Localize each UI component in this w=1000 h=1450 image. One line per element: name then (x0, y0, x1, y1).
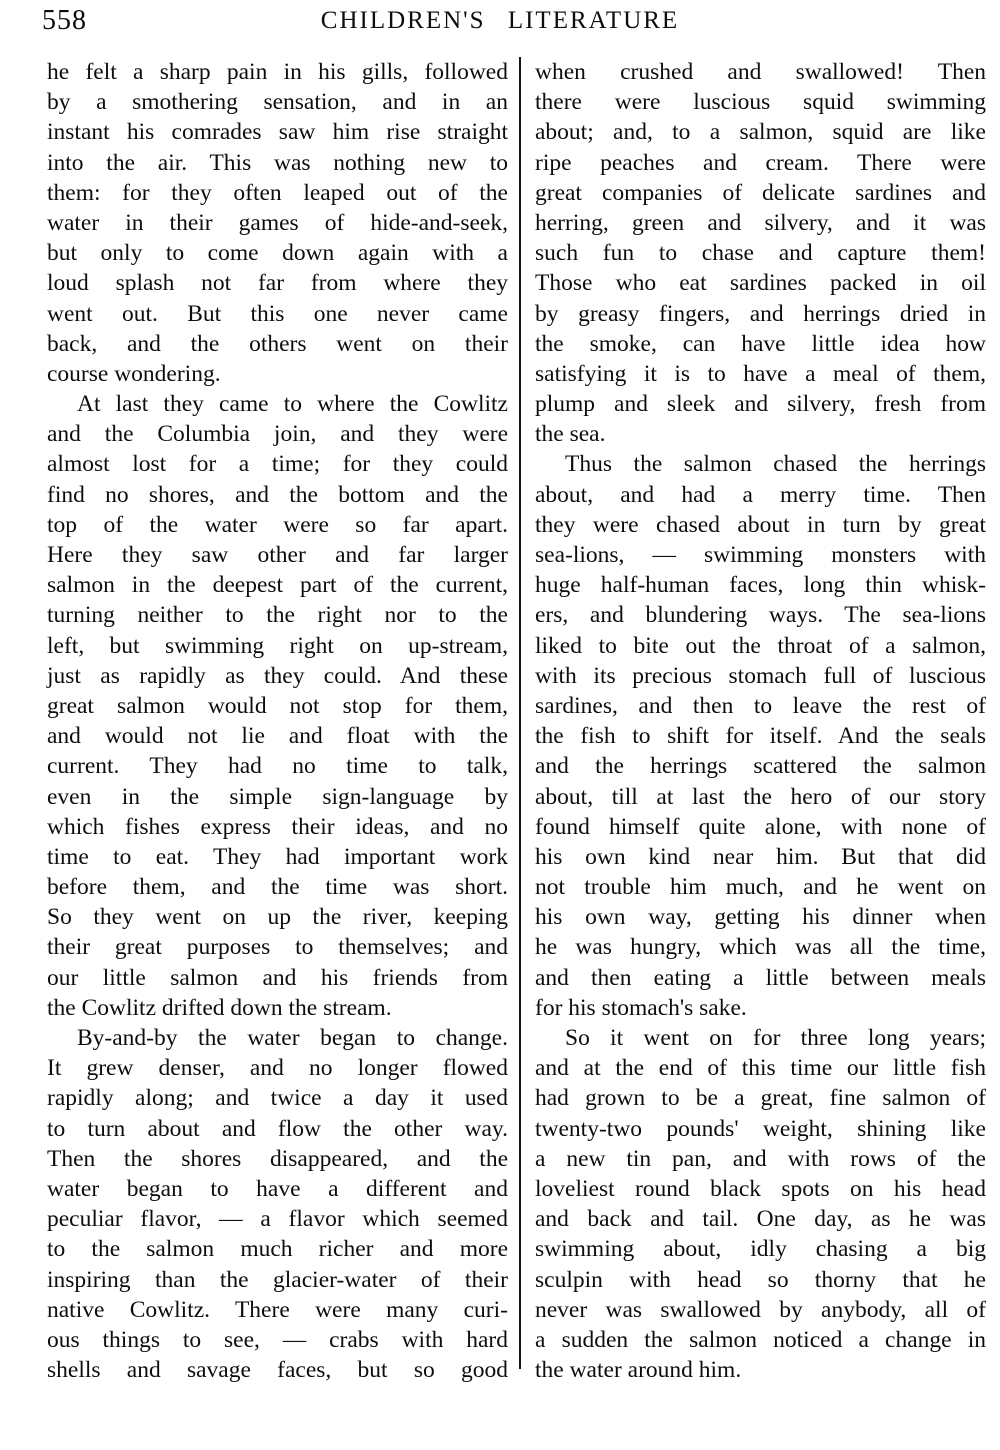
text-line: even in the simple sign-language by (47, 783, 508, 810)
text-line: he was hungry, which was all the time, (535, 934, 986, 961)
text-line: find no shores, and the bottom and the (47, 481, 508, 508)
text-line: the smoke, can have little idea how (535, 330, 986, 357)
text-line: twenty-two pounds' weight, shining like (535, 1115, 986, 1142)
text-line: never was swallowed by anybody, all of (535, 1296, 986, 1323)
text-line: his own way, getting his dinner when (535, 904, 986, 931)
text-line: about; and, to a salmon, squid are like (535, 119, 986, 146)
text-line: by greasy fingers, and herrings dried in (535, 300, 986, 327)
text-column-right (535, 57, 986, 1385)
text-line: the Cowlitz drifted down the stream. (47, 994, 392, 1021)
text-line: the water around him. (535, 1357, 742, 1384)
text-line: to the salmon much richer and more (47, 1236, 508, 1263)
text-line: Here they saw other and far larger (47, 542, 508, 568)
text-line: shells and savage faces, but so good (47, 1357, 508, 1384)
text-line: their great purposes to themselves; and (47, 934, 508, 961)
text-line: water in their games of hide-and-seek, (47, 209, 508, 236)
text-line: and would not lie and float with the (47, 723, 508, 750)
text-line: Those who eat sardines packed in oil (535, 270, 986, 297)
text-line: satisfying it is to have a meal of them, (535, 360, 986, 387)
text-line: loud splash not far from where they (47, 270, 508, 297)
text-line: to turn about and flow the other way. (47, 1115, 508, 1142)
text-line: loveliest round black spots on his head (535, 1175, 986, 1202)
text-line: It grew denser, and no longer flowed (47, 1055, 508, 1082)
text-line: ous things to see, — crabs with hard (47, 1326, 508, 1353)
text-line: So it went on for three long years; (565, 1025, 986, 1051)
text-line: by a smothering sensation, and in an (47, 89, 508, 116)
text-line: back, and the others went on their (47, 330, 508, 357)
text-line: not trouble him much, and he went on (535, 874, 986, 901)
text-line: So they went on up the river, keeping (47, 904, 508, 931)
text-line: course wondering. (47, 360, 221, 387)
text-line: into the air. This was nothing new to (47, 149, 508, 176)
text-line: his own kind near him. But that did (535, 843, 986, 870)
text-column-left (47, 57, 508, 1385)
text-line: native Cowlitz. There were many curi- (47, 1296, 508, 1323)
text-line: our little salmon and his friends from (47, 964, 508, 991)
text-line: found himself quite alone, with none of (535, 813, 986, 840)
text-line: just as rapidly as they could. And these (47, 662, 508, 689)
text-line: instant his comrades saw him rise straight (47, 119, 508, 146)
text-line: turning neither to the right nor to the (47, 602, 508, 629)
text-line: about, till at last the hero of our story (535, 783, 986, 810)
text-line: sardines, and then to leave the rest of (535, 692, 986, 719)
text-line: the fish to shift for itself. And the seals (535, 723, 986, 750)
text-line: such fun to chase and capture them! (535, 240, 986, 267)
text-line: time to eat. They had important work (47, 843, 508, 870)
text-line: great salmon would not stop for them, (47, 692, 508, 719)
text-line: Thus the salmon chased the herrings (565, 451, 986, 478)
text-line: By-and-by the water began to change. (77, 1025, 508, 1051)
text-line: there were luscious squid swimming (535, 89, 986, 116)
text-line: and at the end of this time our little fish (535, 1055, 986, 1082)
text-line: went out. But this one never came (47, 300, 508, 327)
text-line: the sea. (535, 421, 606, 448)
text-line: sea-lions, — swimming monsters with (535, 542, 986, 568)
text-line: with its precious stomach full of luscious (535, 662, 986, 689)
text-line: peculiar flavor, — a flavor which seemed (47, 1206, 508, 1233)
text-line: had grown to be a great, fine salmon of (535, 1085, 986, 1112)
text-line: they were chased about in turn by great (535, 511, 986, 538)
text-line: plump and sleek and silvery, fresh from (535, 391, 986, 418)
text-line: current. They had no time to talk, (47, 753, 508, 780)
text-line: Then the shores disappeared, and the (47, 1145, 508, 1172)
text-line: and the Columbia join, and they were (47, 421, 508, 448)
text-line: but only to come down again with a (47, 240, 508, 267)
page-number: 558 (42, 5, 87, 36)
text-line: he felt a sharp pain in his gills, followed (47, 59, 508, 85)
page-header (0, 0, 1000, 44)
text-line: which fishes express their ideas, and no (47, 813, 508, 840)
column-divider-rule (519, 57, 521, 1369)
text-line: herring, green and silvery, and it was (535, 209, 986, 236)
running-head-title: CHILDREN'S LITERATURE (320, 7, 680, 34)
text-line: for his stomach's sake. (535, 994, 747, 1021)
text-line: inspiring than the glacier-water of their (47, 1266, 508, 1293)
text-line: great companies of delicate sardines and (535, 179, 986, 206)
text-line: water began to have a different and (47, 1175, 508, 1202)
text-line: when crushed and swallowed! Then (535, 59, 986, 85)
text-line: swimming about, idly chasing a big (535, 1236, 986, 1263)
text-line: top of the water were so far apart. (47, 511, 508, 538)
text-line: rapidly along; and twice a day it used (47, 1085, 508, 1112)
text-line: sculpin with head so thorny that he (535, 1266, 986, 1293)
text-line: almost lost for a time; for they could (47, 451, 508, 478)
text-line: them: for they often leaped out of the (47, 179, 508, 206)
text-line: left, but swimming right on up-stream, (47, 632, 508, 659)
text-line: liked to bite out the throat of a salmon, (535, 632, 986, 659)
text-line: about, and had a merry time. Then (535, 481, 986, 508)
text-line: a sudden the salmon noticed a change in (535, 1326, 986, 1353)
text-line: and back and tail. One day, as he was (535, 1206, 986, 1233)
text-line: before them, and the time was short. (47, 874, 508, 901)
text-line: salmon in the deepest part of the current, (47, 572, 508, 599)
text-line: ers, and blundering ways. The sea-lions (535, 602, 986, 629)
text-line: At last they came to where the Cowlitz (77, 391, 508, 418)
text-line: huge half-human faces, long thin whisk- (535, 572, 986, 599)
text-line: and then eating a little between meals (535, 964, 986, 991)
text-line: a new tin pan, and with rows of the (535, 1145, 986, 1172)
text-line: and the herrings scattered the salmon (535, 753, 986, 780)
text-line: ripe peaches and cream. There were (535, 149, 986, 176)
